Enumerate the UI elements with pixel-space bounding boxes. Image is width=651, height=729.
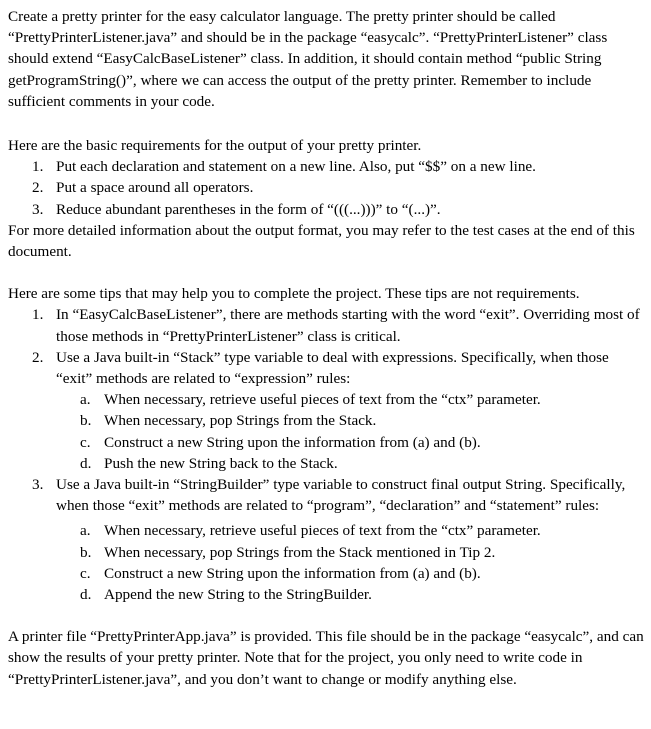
requirement-text: Put each declaration and statement on a new line. Also, put “$$” on a new line. <box>56 158 536 176</box>
tip-subitem <box>8 520 644 541</box>
tip-subitem-text: When necessary, retrieve useful pieces of text from the “ctx” parameter. <box>104 522 541 540</box>
tip-text: In “EasyCalcBaseListener”, there are methods starting with the word “exit”. Overriding most of those methods in “PrettyPrinterListener” class is critical. <box>56 306 640 345</box>
tip-subitem <box>8 432 644 453</box>
intro-paragraph: Create a pretty printer for the easy calculator language. The pretty printer should be called “PrettyPrinterListener.java” and should be in the package “easycalc”. “PrettyPrinterListener” class should extend “EasyCalcBaseListener” class. In addition, it should contain method “public String getProgramString()”, where we can access the output of the pretty printer. Remember to include sufficient comments in your code. <box>8 8 608 110</box>
tip-item <box>8 304 644 346</box>
list-marker: c. <box>80 433 91 451</box>
tip-text: Use a Java built-in “Stack” type variable to deal with expressions. Specifically, when those “exit” methods are related to “expression” rules: <box>56 348 609 388</box>
tip-2-sublist <box>8 389 644 474</box>
requirement-item <box>8 156 644 177</box>
list-marker: b. <box>80 412 92 430</box>
requirement-text: Put a space around all operators. <box>56 179 254 197</box>
tip-subitem-text: Construct a new String upon the information from (a) and (b). <box>104 433 481 451</box>
list-marker: 1. <box>32 158 44 176</box>
list-marker: d. <box>80 454 92 472</box>
list-marker: d. <box>80 586 92 604</box>
requirements-heading: Here are the basic requirements for the output of your pretty printer. <box>8 137 422 155</box>
tip-subitem <box>8 542 644 563</box>
requirement-item <box>8 177 644 198</box>
list-marker: c. <box>80 564 91 582</box>
requirements-note: For more detailed information about the output format, you may refer to the test cases at the end of this document. <box>8 221 635 261</box>
closing-paragraph: A printer file “PrettyPrinterApp.java” is provided. This file should be in the package “easycalc”, and can show the results of your pretty printer. Note that for the project, you only need to write code in “PrettyPrinterListener.java”, and you don’t want to change or modify anything else. <box>8 628 644 688</box>
list-marker: 2. <box>32 179 44 197</box>
list-marker: b. <box>80 543 92 561</box>
tip-item <box>8 474 644 516</box>
list-marker: 3. <box>32 476 44 494</box>
tip-subitem <box>8 584 644 605</box>
tip-subitem <box>8 410 644 431</box>
tip-subitem <box>8 563 644 584</box>
tip-3-sublist <box>8 520 644 605</box>
document-body <box>8 6 644 690</box>
tip-subitem <box>8 389 644 410</box>
tip-subitem-text: Append the new String to the StringBuilder. <box>104 586 372 604</box>
tip-item <box>8 347 644 389</box>
list-marker: 1. <box>32 306 44 324</box>
tips-list-continued <box>8 474 644 516</box>
tip-subitem-text: When necessary, pop Strings from the Stack. <box>104 412 377 430</box>
list-marker: 3. <box>32 200 44 218</box>
tip-subitem-text: Push the new String back to the Stack. <box>104 454 338 472</box>
tip-subitem <box>8 453 644 474</box>
requirement-item <box>8 199 644 220</box>
list-marker: a. <box>80 522 91 540</box>
list-marker: a. <box>80 391 91 409</box>
requirements-list <box>8 156 644 220</box>
tips-heading: Here are some tips that may help you to complete the project. These tips are not requirements. <box>8 285 580 303</box>
requirement-text: Reduce abundant parentheses in the form of “(((...)))” to “(...)”. <box>56 200 441 218</box>
tip-text: Use a Java built-in “StringBuilder” type variable to construct final output String. Specifically, when those “exit” methods are related to “program”, “declaration” and “statement” rules: <box>56 476 626 515</box>
list-marker: 2. <box>32 348 44 366</box>
tip-subitem-text: When necessary, pop Strings from the Stack mentioned in Tip 2. <box>104 543 496 561</box>
tip-subitem-text: Construct a new String upon the information from (a) and (b). <box>104 564 481 582</box>
tips-list <box>8 304 644 389</box>
tip-subitem-text: When necessary, retrieve useful pieces of text from the “ctx” parameter. <box>104 391 541 409</box>
